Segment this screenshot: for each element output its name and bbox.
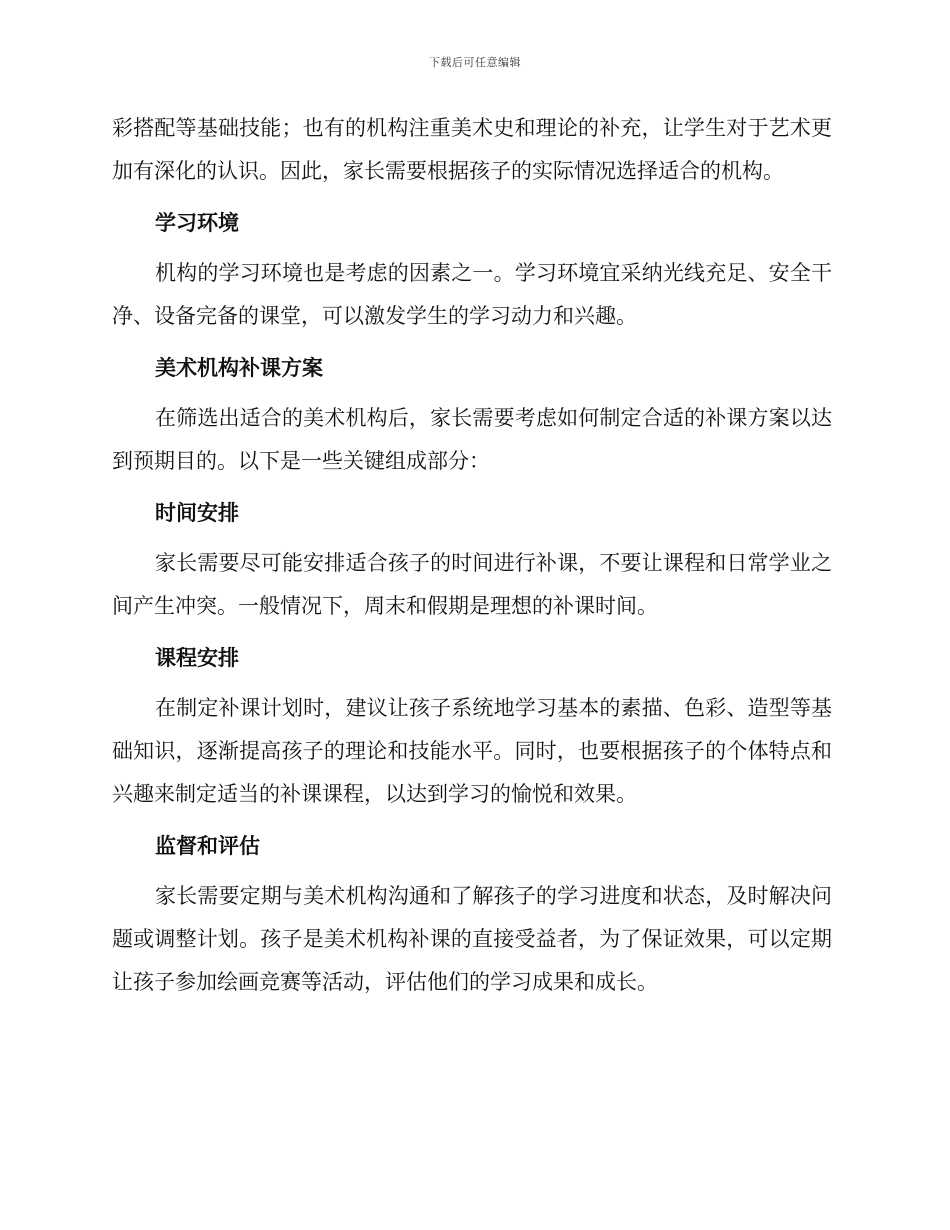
section-heading-course-schedule: 课程安排: [155, 645, 239, 670]
section-paragraph-supervision-evaluation: 家长需要定期与美术机构沟通和了解孩子的学习进度和状态，及时解决问题或调整计划。孩子是美术机构补课的直接受益者，为了保证效果，可以定期让孩子参加绘画竞赛等活动，评估他们的学习成果和成长。: [112, 884, 832, 994]
document-body: [112, 107, 832, 1012]
section-heading-learning-environment: 学习环境: [155, 210, 239, 235]
section-paragraph-learning-environment: 机构的学习环境也是考虑的因素之一。学习环境宜采纳光线充足、安全干净、设备完备的课堂，可以激发学生的学习动力和兴趣。: [112, 261, 832, 328]
section-heading-time-schedule: 时间安排: [155, 500, 239, 525]
section-paragraph-time-schedule: 家长需要尽可能安排适合孩子的时间进行补课，不要让课程和日常学业之间产生冲突。一般情况下，周末和假期是理想的补课时间。: [112, 551, 832, 618]
section-paragraph-tutoring-plan: 在筛选出适合的美术机构后，家长需要考虑如何制定合适的补课方案以达到预期目的。以下是一些关键组成部分：: [112, 406, 832, 473]
section-heading-supervision-evaluation: 监督和评估: [155, 833, 260, 858]
section-paragraph-course-schedule: 在制定补课计划时，建议让孩子系统地学习基本的素描、色彩、造型等基础知识，逐渐提高孩子的理论和技能水平。同时，也要根据孩子的个体特点和兴趣来制定适当的补课课程，以达到学习的愉悦和效果。: [112, 696, 832, 806]
section-heading-tutoring-plan: 美术机构补课方案: [155, 355, 323, 380]
page-header: 下载后可任意编辑: [429, 56, 521, 69]
continuation-paragraph: 彩搭配等基础技能；也有的机构注重美术史和理论的补充，让学生对于艺术更加有深化的认识。因此，家长需要根据孩子的实际情况选择适合的机构。: [112, 116, 832, 183]
